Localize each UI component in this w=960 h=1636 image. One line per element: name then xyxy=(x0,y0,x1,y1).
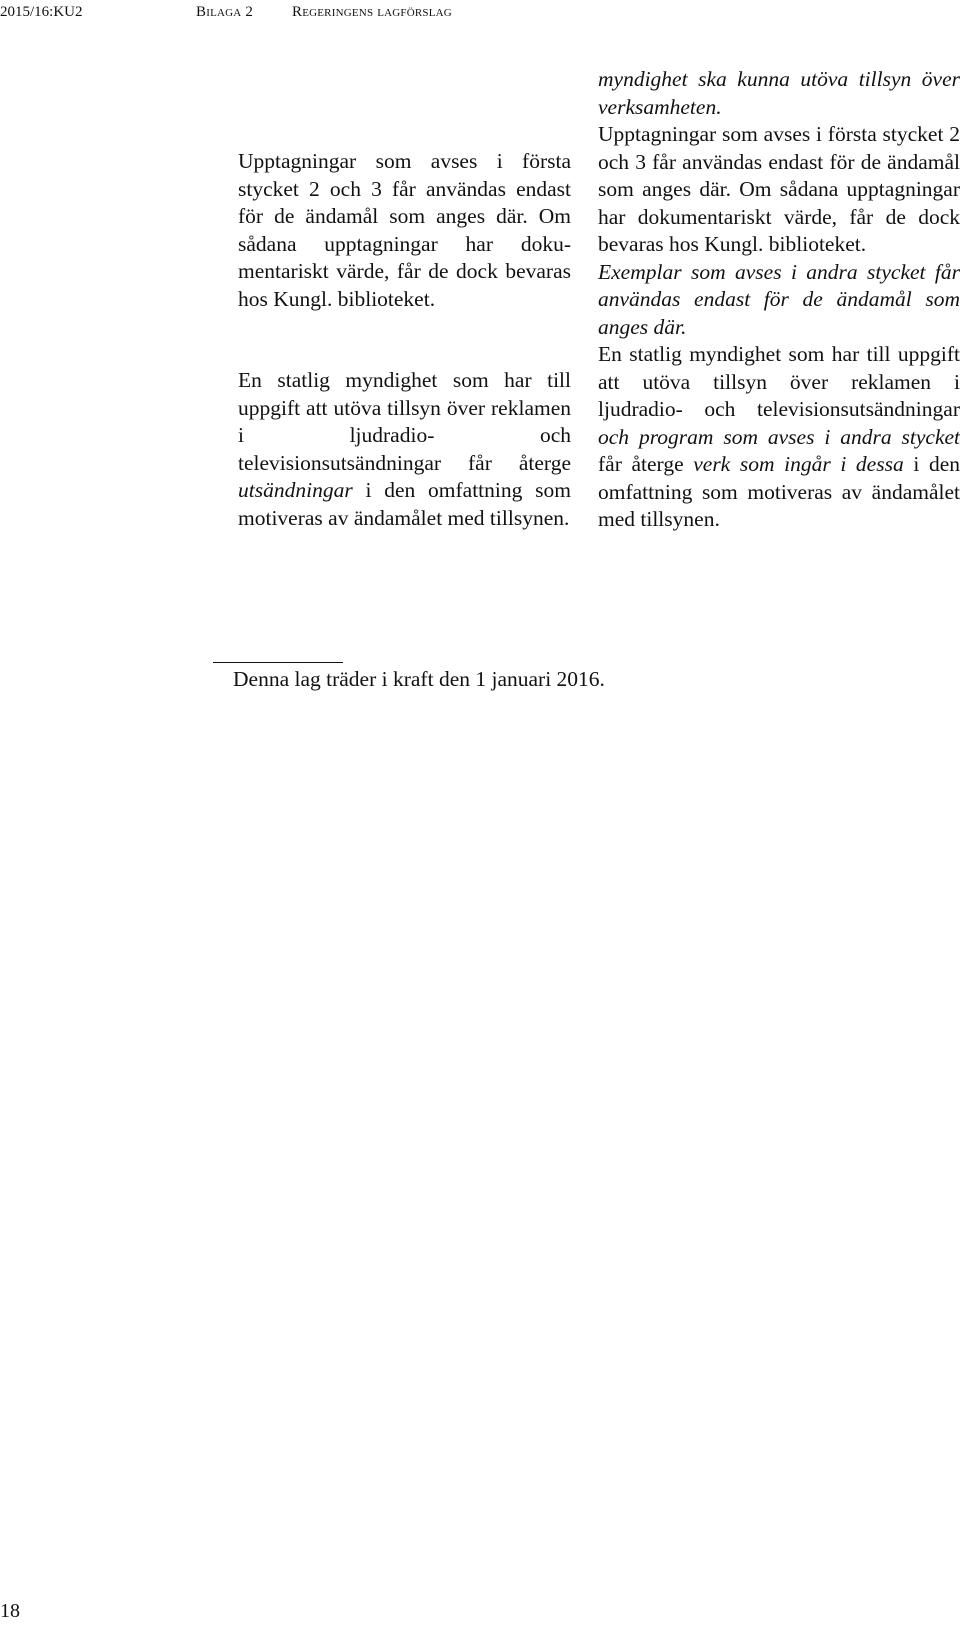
right-paragraph-recordings: Upptagningar som avses i första stycket 2 och 3 får användas endast för de ändamål som anges där. Om sådana upptagningar har dokumentariskt värde, får de dock bevaras hos Kungl. biblioteket. xyxy=(598,122,960,256)
section-title: Regeringens lagförslag xyxy=(292,4,452,20)
right-paragraph-supervision: En statlig myndighet som har till uppgift att utöva tillsyn över reklamen i ljudradio- och televisionsutsändningar och program som avses i andra stycket får återge verk som ingår i dessa i den omfattning som motiveras av ändamålet med tillsynen. xyxy=(598,342,960,531)
right-paragraph-continuation: myndighet ska kunna utöva tillsyn över verksamheten. xyxy=(598,67,960,119)
document-id: 2015/16:KU2 xyxy=(0,4,83,20)
appendix-label: Bilaga 2 xyxy=(196,4,254,20)
proposed-wording-column xyxy=(598,66,960,534)
page-number: 18 xyxy=(0,1600,20,1622)
separator-rule xyxy=(213,662,343,663)
right-paragraph-copies: Exemplar som avses i andra stycket får användas endast för de ändamål som anges där. xyxy=(598,259,960,339)
entry-into-force-note: Denna lag träder i kraft den 1 januari 2016. xyxy=(233,667,605,691)
left-paragraph-recordings: Upptagningar som avses i första stycket 2 och 3 får användas endast för de ändamål som anges där. Om sådana upptagningar har dokumentariskt värde, får de dock bevaras hos Kungl. biblioteket. xyxy=(238,149,571,311)
current-wording-column xyxy=(238,148,571,532)
left-paragraph-supervision: En statlig myndighet som har till uppgift att utöva tillsyn över reklamen i ljudradio- och televisionsutsändningar får återge utsändningar i den omfattning som motiveras av ändamålet med tillsynen. xyxy=(238,368,571,530)
